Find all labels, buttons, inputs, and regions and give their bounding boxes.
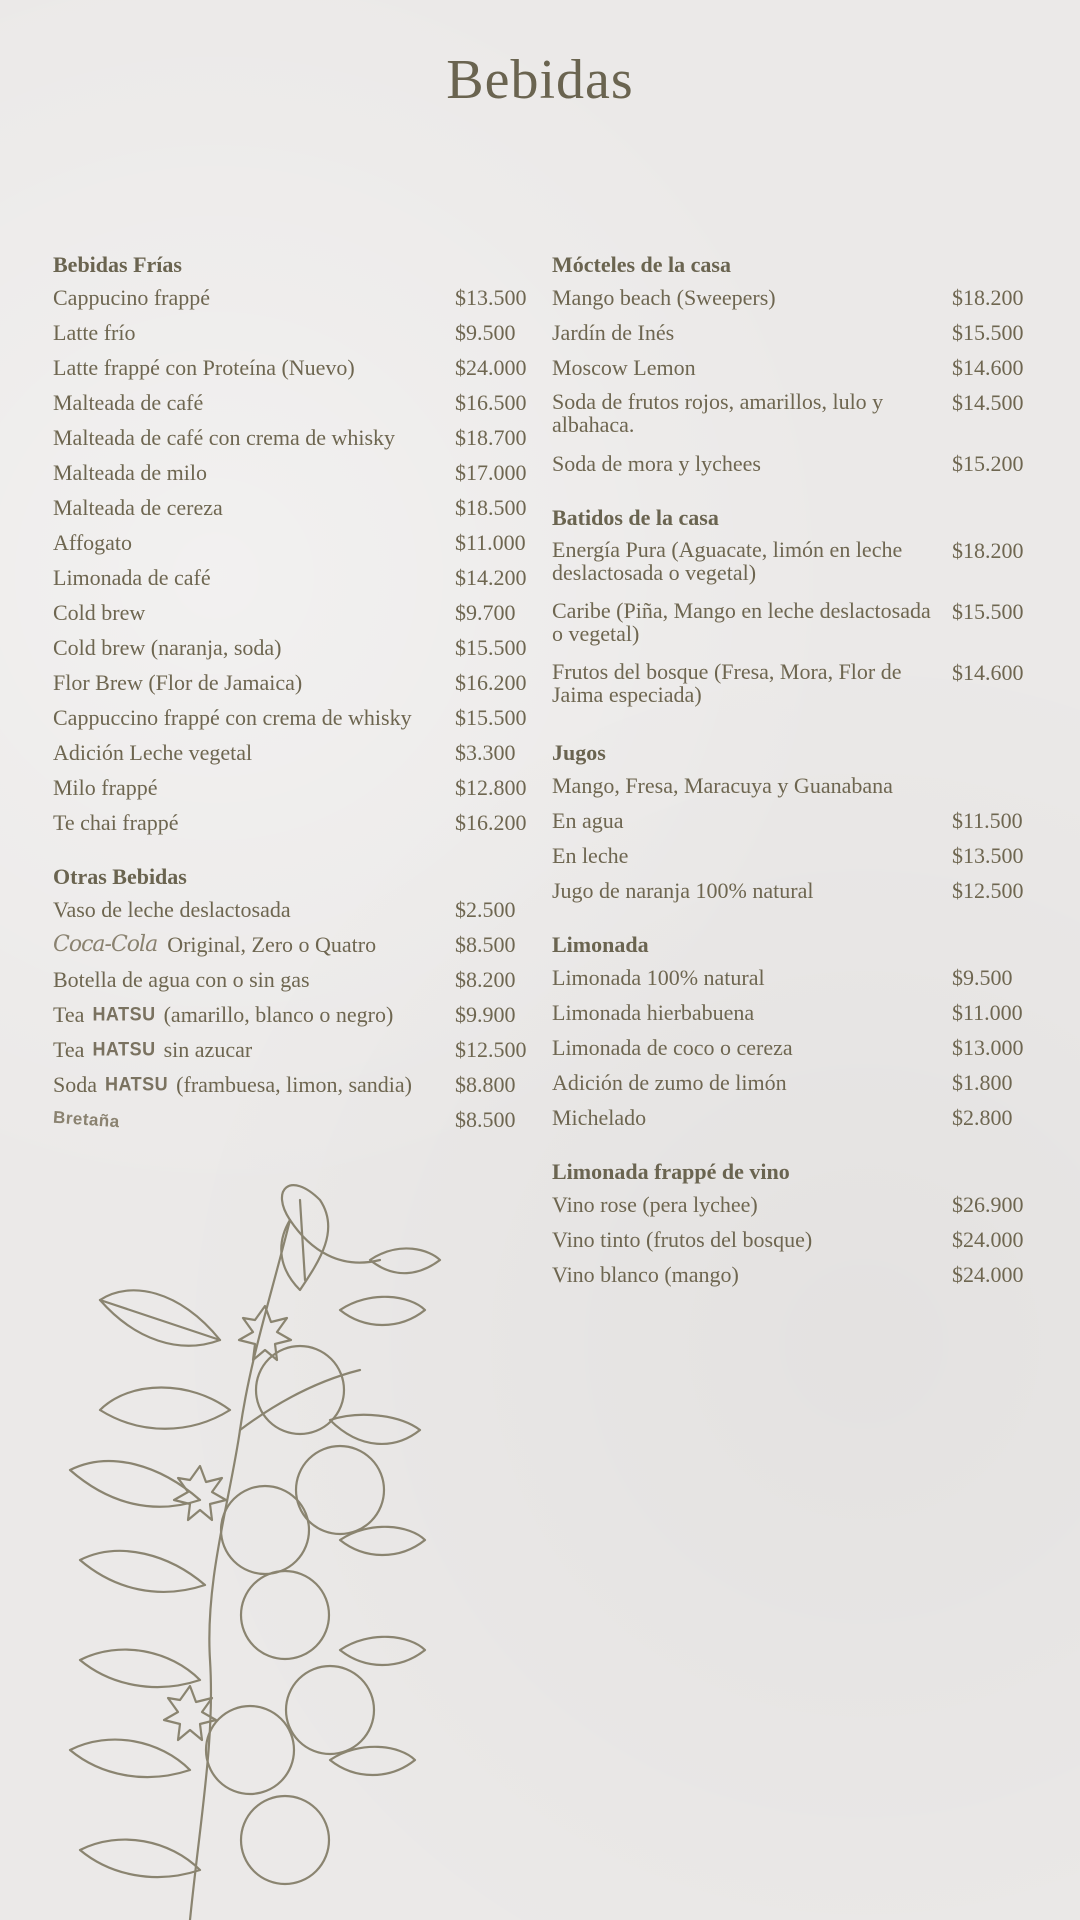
menu-item	[53, 390, 533, 420]
item-price: $8.500	[455, 1107, 516, 1132]
item-name: Cappuccino frappé con crema de whisky	[53, 705, 412, 730]
item-name: Moscow Lemon	[552, 355, 696, 380]
item-name	[53, 1037, 455, 1062]
item-name: Botella de agua con o sin gas	[53, 967, 310, 992]
item-price: $11.000	[952, 1000, 1023, 1025]
menu-item	[53, 495, 533, 525]
item-price: $16.200	[455, 670, 527, 695]
item-price: $24.000	[952, 1262, 1024, 1287]
item-price: $26.900	[952, 1192, 1024, 1217]
item-name: Jardín de Inés	[552, 320, 675, 345]
hatsu-logo: HATSU	[92, 1002, 156, 1025]
batidos-list	[552, 538, 1032, 716]
item-name: Vino rose (pera lychee)	[552, 1192, 758, 1217]
item-name: Affogato	[53, 530, 133, 555]
item-name: Mango, Fresa, Maracuya y Guanabana	[552, 773, 893, 798]
item-name: Latte frappé con Proteína (Nuevo)	[53, 355, 355, 380]
item-price: $14.600	[952, 355, 1024, 380]
item-price: $24.000	[952, 1227, 1024, 1252]
menu-item	[53, 967, 533, 997]
menu-item	[552, 1227, 1032, 1257]
menu-item	[552, 843, 1032, 873]
limonada-list	[552, 965, 1032, 1135]
menu-item	[552, 320, 1032, 350]
item-name: Soda de frutos rojos, amarillos, lulo y albahaca.	[552, 389, 884, 437]
item-name: Malteada de milo	[53, 460, 207, 485]
item-price: $12.500	[455, 1037, 527, 1062]
item-price: $16.200	[455, 810, 527, 835]
item-price: $18.200	[952, 285, 1024, 310]
section-limonada	[552, 930, 1032, 1135]
menu-item	[552, 1192, 1032, 1222]
item-price: $14.600	[952, 660, 1024, 685]
menu-item	[552, 808, 1032, 838]
section-jugos	[552, 738, 1032, 908]
menu-item	[53, 932, 533, 962]
menu-item	[53, 460, 533, 490]
item-price: $18.700	[455, 425, 527, 450]
section-title: Limonada frappé de vino	[552, 1159, 790, 1184]
mocteles-list	[552, 285, 1032, 481]
item-name: Malteada de café con crema de whisky	[53, 425, 396, 450]
item-prefix: Soda	[53, 1072, 97, 1097]
item-name: Flor Brew (Flor de Jamaica)	[53, 670, 303, 695]
item-price: $9.700	[455, 600, 516, 625]
item-price: $13.500	[455, 285, 527, 310]
menu-item	[53, 600, 533, 630]
item-price: $12.500	[952, 878, 1024, 903]
item-price: $9.900	[455, 1002, 516, 1027]
section-mocteles	[552, 250, 1032, 481]
item-name: Adición Leche vegetal	[53, 740, 253, 765]
item-name: Limonada de café	[53, 565, 211, 590]
section-title: Jugos	[552, 740, 606, 765]
bretana-logo: Bretaña	[52, 1107, 121, 1132]
item-price: $14.200	[455, 565, 527, 590]
item-price: $15.500	[455, 705, 527, 730]
menu-item	[53, 530, 533, 560]
item-price: $16.500	[455, 390, 527, 415]
item-price: $13.500	[952, 843, 1024, 868]
menu-item	[552, 599, 1032, 655]
section-title: Mócteles de la casa	[552, 252, 731, 277]
menu-item	[552, 538, 1032, 594]
item-price: $9.500	[952, 965, 1013, 990]
item-name	[53, 1072, 455, 1097]
jugos-subtitle	[552, 773, 1032, 803]
section-title: Otras Bebidas	[53, 864, 187, 889]
item-name: Limonada 100% natural	[552, 965, 765, 990]
bebidas-frias-list	[53, 285, 533, 840]
menu-item	[53, 635, 533, 665]
item-name: Malteada de cereza	[53, 495, 223, 520]
item-price: $18.500	[455, 495, 527, 520]
menu-item	[53, 425, 533, 455]
item-price: $24.000	[455, 355, 527, 380]
item-name: Latte frío	[53, 320, 136, 345]
menu-item	[552, 878, 1032, 908]
section-title: Limonada	[552, 932, 649, 957]
menu-item	[552, 355, 1032, 385]
item-name: Mango beach (Sweepers)	[552, 285, 776, 310]
item-name: Frutos del bosque (Fresa, Mora, Flor de Jaima especiada)	[552, 659, 902, 707]
item-price: $1.800	[952, 1070, 1013, 1095]
coca-cola-logo: Coca-Cola	[53, 932, 158, 957]
item-name: Limonada de coco o cereza	[552, 1035, 793, 1060]
menu-item	[552, 1000, 1032, 1030]
menu-item	[53, 1002, 533, 1032]
item-name: Cappucino frappé	[53, 285, 210, 310]
item-price: $15.500	[455, 635, 527, 660]
menu-item	[552, 451, 1032, 481]
menu-item	[53, 897, 533, 927]
menu-item	[552, 1035, 1032, 1065]
item-price: $18.200	[952, 538, 1024, 563]
menu-item	[53, 1072, 533, 1102]
menu-item	[552, 660, 1032, 716]
item-name: Jugo de naranja 100% natural	[552, 878, 814, 903]
section-bebidas-frias	[53, 250, 533, 840]
item-price: $15.200	[952, 451, 1024, 476]
section-title: Bebidas Frías	[53, 252, 182, 277]
item-price: $11.000	[455, 530, 526, 555]
item-name-text: sin azucar	[163, 1037, 253, 1062]
menu-item	[53, 355, 533, 385]
menu-item	[53, 320, 533, 350]
item-price: $15.500	[952, 320, 1024, 345]
item-name: Vaso de leche deslactosada	[53, 897, 291, 922]
item-name: Cold brew (naranja, soda)	[53, 635, 282, 660]
item-name: En agua	[552, 808, 624, 833]
item-name	[53, 932, 455, 957]
item-name: Adición de zumo de limón	[552, 1070, 787, 1095]
right-column	[552, 250, 1032, 1314]
menu-item	[53, 740, 533, 770]
menu-item	[552, 1262, 1032, 1292]
menu-item	[552, 390, 1032, 446]
item-price: $2.500	[455, 897, 516, 922]
item-price: $12.800	[455, 775, 527, 800]
item-name-text: (amarillo, blanco o negro)	[163, 1002, 394, 1027]
item-name-text: Original, Zero o Quatro	[167, 932, 377, 957]
menu-item	[552, 1070, 1032, 1100]
orange-branch-illustration-icon	[40, 1180, 460, 1920]
menu-item	[552, 285, 1032, 315]
menu-item	[53, 775, 533, 805]
menu-item	[53, 705, 533, 735]
menu-item	[552, 1105, 1032, 1135]
section-batidos	[552, 503, 1032, 716]
item-prefix: Tea	[53, 1002, 85, 1027]
menu-item	[53, 285, 533, 315]
item-name: Michelado	[552, 1105, 647, 1130]
hatsu-logo: HATSU	[92, 1037, 156, 1060]
item-price: $2.800	[952, 1105, 1013, 1130]
item-price: $14.500	[952, 390, 1024, 415]
item-name: Vino blanco (mango)	[552, 1262, 739, 1287]
item-name	[53, 1107, 455, 1132]
menu-item	[53, 1037, 533, 1067]
item-name	[53, 1002, 455, 1027]
jugos-list	[552, 808, 1032, 908]
section-otras-bebidas	[53, 862, 533, 1137]
item-name: Limonada hierbabuena	[552, 1000, 755, 1025]
page-title: Bebidas	[446, 49, 634, 111]
item-price: $8.800	[455, 1072, 516, 1097]
item-price: $15.500	[952, 599, 1024, 624]
item-name: Vino tinto (frutos del bosque)	[552, 1227, 813, 1252]
item-price: $11.500	[952, 808, 1023, 833]
menu-item	[552, 965, 1032, 995]
item-name: Malteada de café	[53, 390, 204, 415]
menu-item	[53, 565, 533, 595]
menu-item	[53, 1107, 533, 1137]
item-prefix: Tea	[53, 1037, 85, 1062]
item-name: Energía Pura (Aguacate, limón en leche deslactosada o vegetal)	[552, 537, 903, 585]
item-name-text: (frambuesa, limon, sandia)	[176, 1072, 412, 1097]
item-price: $17.000	[455, 460, 527, 485]
item-name: En leche	[552, 843, 629, 868]
section-limonada-vino	[552, 1157, 1032, 1292]
item-price: $8.200	[455, 967, 516, 992]
menu-item	[53, 670, 533, 700]
item-price: $13.000	[952, 1035, 1024, 1060]
section-title: Batidos de la casa	[552, 505, 719, 530]
item-name: Te chai frappé	[53, 810, 179, 835]
hatsu-logo: HATSU	[105, 1072, 169, 1095]
left-column	[53, 250, 533, 1159]
item-name: Cold brew	[53, 600, 146, 625]
menu-item	[53, 810, 533, 840]
limonada-vino-list	[552, 1192, 1032, 1292]
item-price: $3.300	[455, 740, 516, 765]
item-price: $8.500	[455, 932, 516, 957]
item-price: $9.500	[455, 320, 516, 345]
item-name: Soda de mora y lychees	[552, 451, 761, 476]
item-name: Milo frappé	[53, 775, 158, 800]
item-name: Caribe (Piña, Mango en leche deslactosada o vegetal)	[552, 598, 931, 646]
